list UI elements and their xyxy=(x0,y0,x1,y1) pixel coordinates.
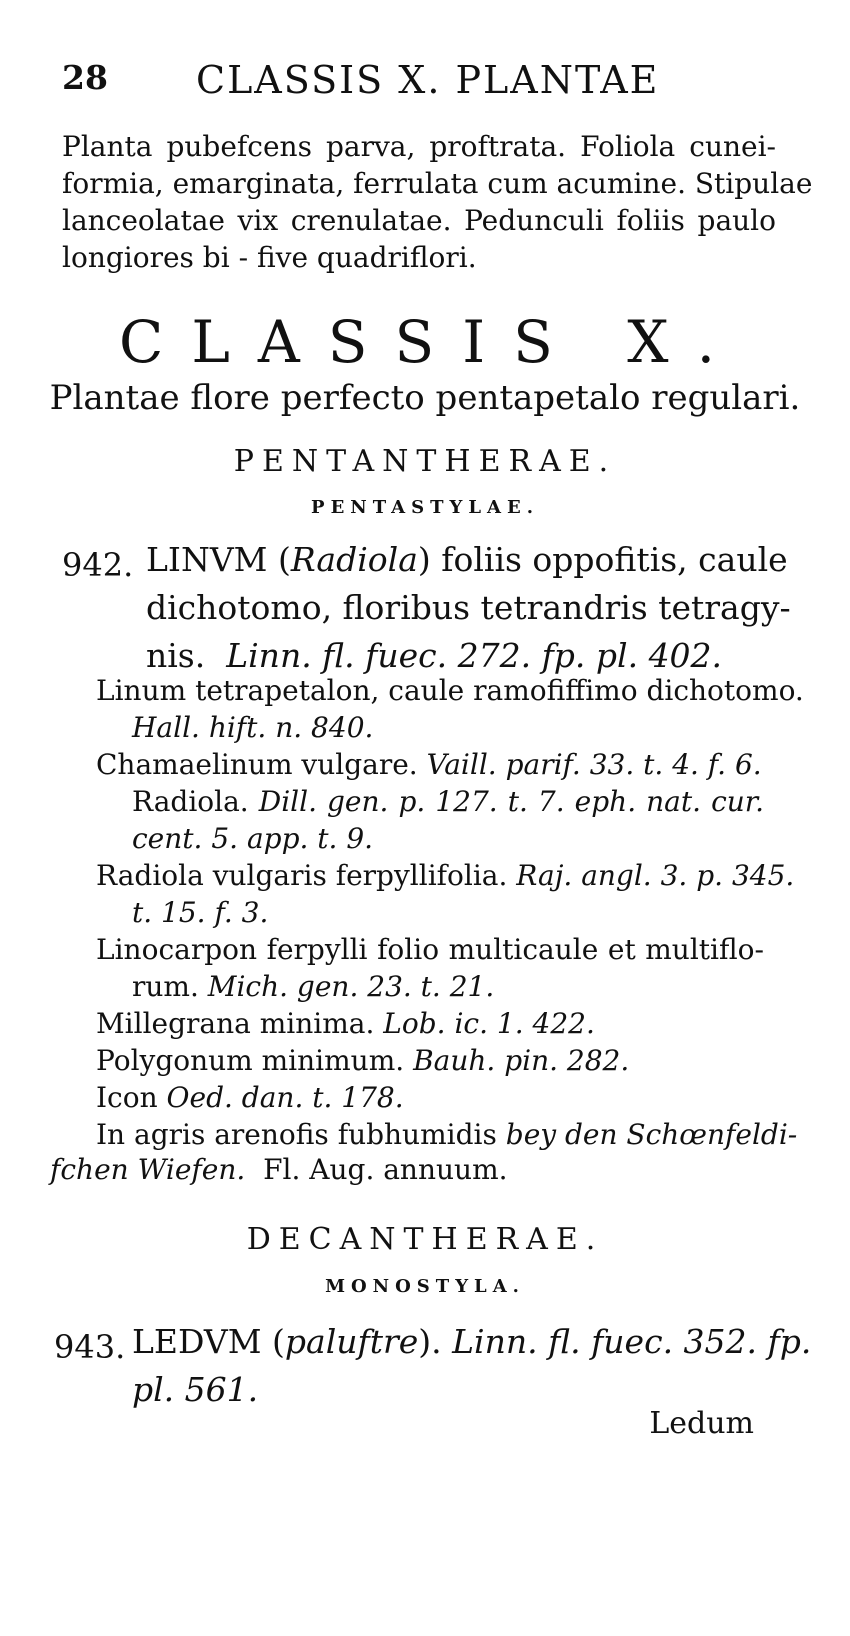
class-subtitle: Plantae flore perfecto pentapetalo regulari. xyxy=(49,378,801,418)
synonym-item: Linocarpon ferpylli folio multicaule et multiflo- xyxy=(96,933,764,966)
text-line: formia, emarginata, ferrulata cum acumine. Stipulae xyxy=(62,167,813,200)
synonym-item: Polygonum minimum. Bauh. pin. 282. xyxy=(96,1044,630,1077)
description-text: dichotomo, floribus tetrandris tetragy- xyxy=(146,588,791,627)
habitat-line: fchen Wiefen. Fl. Aug. annuum. xyxy=(50,1153,508,1186)
synonym-ref: t. 15. f. 3. xyxy=(132,896,269,929)
reference-text: Linn. fl. fuec. 352. fp. xyxy=(452,1322,812,1361)
species-line: LINVM (Radiola) foliis oppofitis, caule xyxy=(146,540,788,579)
synonym-item: Radiola vulgaris ferpyllifolia. Raj. angl. 3. p. 345. xyxy=(96,859,795,892)
species-line: LEDVM (paluftre). Linn. fl. fuec. 352. fp. xyxy=(132,1322,812,1361)
text-line: Planta pubefcens parva, proftrata. Foliola cunei- xyxy=(62,130,776,163)
synonym-item: Radiola. Dill. gen. p. 127. t. 7. eph. nat. cur. xyxy=(132,785,764,818)
synonym-item: Linum tetrapetalon, caule ramofiffimo dichotomo. xyxy=(96,674,804,707)
synonym-item: Chamaelinum vulgare. Vaill. parif. 33. t. 4. f. 6. xyxy=(96,748,762,781)
description-text: foliis oppofitis, caule xyxy=(441,540,788,579)
catchword: Ledum xyxy=(649,1406,754,1441)
synonym-item: Icon Oed. dan. t. 178. xyxy=(96,1081,404,1114)
genus-name: LEDVM xyxy=(132,1322,262,1361)
synonym-item: Millegrana minima. Lob. ic. 1. 422. xyxy=(96,1007,595,1040)
species-epithet: Radiola xyxy=(290,540,418,579)
species-number: 942. xyxy=(62,546,134,584)
description-text: nis. xyxy=(146,636,206,675)
text-line: longiores bi - five quadriflori. xyxy=(62,241,477,274)
synonym-list xyxy=(96,672,804,1153)
text-line: lanceolatae vix crenulatae. Pedunculi foliis paulo xyxy=(62,204,776,237)
running-head: CLASSIS X. PLANTAE xyxy=(196,58,660,102)
suborder-heading: MONOSTYLA. xyxy=(325,1276,525,1297)
intro-paragraph xyxy=(62,128,813,276)
species-entry xyxy=(146,540,791,684)
suborder-heading: PENTASTYLAE. xyxy=(311,497,539,518)
page-number: 28 xyxy=(62,58,108,97)
synonym-item: rum. Mich. gen. 23. t. 21. xyxy=(132,970,495,1003)
genus-name: LINVM xyxy=(146,540,268,579)
habitat-text: In agris arenofis fubhumidis bey den Schœnfeldi- xyxy=(96,1118,798,1151)
species-number: 943. xyxy=(54,1328,126,1366)
species-epithet: paluftre xyxy=(284,1322,419,1361)
reference-text: Linn. fl. fuec. 272. fp. pl. 402. xyxy=(226,636,723,675)
order-heading: PENTANTHERAE. xyxy=(233,444,617,479)
reference-text: pl. 561. xyxy=(132,1370,259,1409)
synonym-ref: Hall. hift. n. 840. xyxy=(132,711,374,744)
synonym-ref: cent. 5. app. t. 9. xyxy=(132,822,374,855)
order-heading: DECANTHERAE. xyxy=(246,1222,604,1257)
class-title: CLASSIS X. xyxy=(118,308,744,376)
